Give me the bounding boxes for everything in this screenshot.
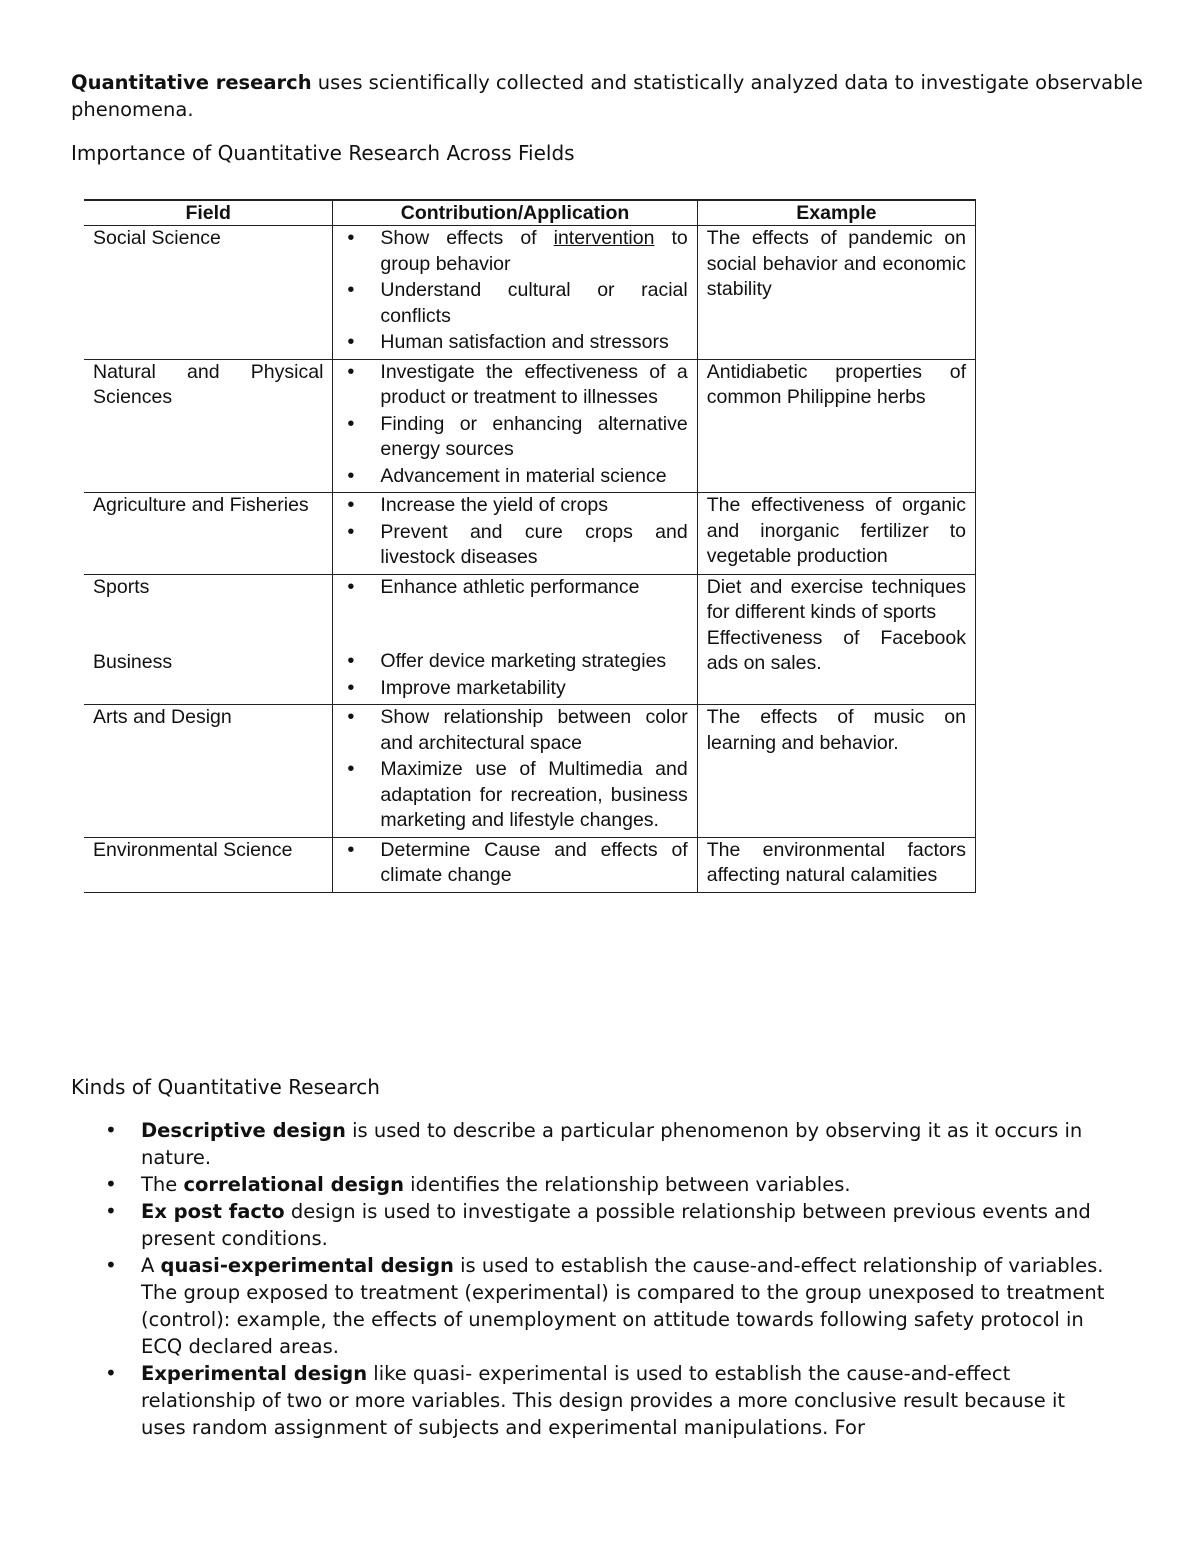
contribution-item: • Understand cultural or racial conflicts (342, 278, 687, 329)
field-text: Natural and Physical Sciences (93, 360, 324, 408)
kind-term: Descriptive design (141, 1119, 346, 1142)
table-header-row (84, 200, 976, 226)
contribution-item (342, 226, 687, 277)
contribution-item: • Advancement in material science (342, 464, 687, 490)
example-sports: Diet and exercise techniques for different kinds of sports (706, 575, 966, 623)
field-cell (84, 574, 333, 705)
kind-text: like quasi- experimental is used to establish the cause-and-effect relationship of two or more variables. This design provides a more conclusive result because it uses random assignment of subjects and experimental manipulations. For (141, 1362, 1066, 1439)
example-cell: The environmental factors affecting natural calamities (697, 837, 975, 892)
contribution-item: • Human satisfaction and stressors (342, 330, 687, 356)
table-row-sports-business (84, 574, 976, 705)
fields-table (84, 199, 976, 893)
contribution-item: • Determine Cause and effects of climate change (342, 838, 687, 889)
field-cell: Environmental Science (84, 837, 333, 892)
intervention-link[interactable]: intervention (553, 227, 655, 249)
intro-term: Quantitative research (71, 71, 312, 94)
contribution-item: • Maximize use of Multimedia and adaptation for recreation, business marketing and lifestyle changes. (342, 757, 687, 834)
kinds-heading: Kinds of Quantitative Research (71, 1075, 380, 1099)
kind-term: quasi-experimental design (160, 1254, 454, 1277)
field-cell (84, 359, 333, 493)
list-item (105, 1117, 1105, 1171)
list-item (105, 1198, 1105, 1252)
field-cell: Social Science (84, 226, 333, 360)
kind-text: design is used to investigate a possible relationship between previous events and present conditions. (141, 1200, 1091, 1250)
field-sports: Sports (93, 575, 150, 598)
intro-text: uses scientifically collected and statistically analyzed data to investigate observable phenomena. (71, 71, 1143, 121)
contribution-cell (333, 359, 697, 493)
list-item (105, 1360, 1105, 1441)
field-cell: Arts and Design (84, 705, 333, 838)
kind-text: is used to establish the cause-and-effect relationship of variables. The group exposed to treatment (experimental) is compared to the group unexposed to treatment (control): example, the effects of unemployment on attitude towards following safety protocol in ECQ declared areas. (141, 1254, 1105, 1358)
kind-term: Experimental design (141, 1362, 368, 1385)
kind-pre: The (141, 1173, 184, 1196)
contribution-cell (333, 574, 697, 705)
table-row-agriculture (84, 493, 976, 575)
kinds-list (105, 1117, 1105, 1441)
table-row-natural-sciences (84, 359, 976, 493)
header-example: Example (697, 200, 975, 226)
example-business: Effectiveness of Facebook ads on sales. (706, 626, 966, 674)
contribution-text: to group behavior (380, 227, 688, 275)
kind-text: is used to describe a particular phenomenon by observing it as it occurs in nature. (141, 1119, 1083, 1169)
example-cell: Antidiabetic properties of common Philippine herbs (697, 359, 975, 493)
contribution-item: • Show relationship between color and architectural space (342, 705, 687, 756)
table-row-environmental-science (84, 837, 976, 892)
field-business: Business (93, 651, 173, 673)
contribution-item: • Increase the yield of crops (342, 493, 687, 519)
table-row-social-science (84, 226, 976, 360)
table-heading: Importance of Quantitative Research Across Fields (71, 141, 575, 165)
list-item (105, 1171, 1105, 1198)
example-cell: The effectiveness of organic and inorganic fertilizer to vegetable production (697, 493, 975, 575)
table-row-arts-design (84, 705, 976, 838)
example-cell: The effects of music on learning and behavior. (697, 705, 975, 838)
contribution-cell (333, 837, 697, 892)
field-cell: Agriculture and Fisheries (84, 493, 333, 575)
contribution-text: Show effects of (380, 227, 554, 249)
contribution-item: • Finding or enhancing alternative energy sources (342, 412, 687, 463)
contribution-cell (333, 493, 697, 575)
contribution-item: • Enhance athletic performance (342, 575, 687, 601)
kind-term: Ex post facto (141, 1200, 285, 1223)
kind-text: identifies the relationship between variables. (403, 1173, 851, 1196)
list-item (105, 1252, 1105, 1360)
example-cell (697, 574, 975, 705)
intro-paragraph (71, 69, 1151, 123)
contribution-cell (333, 226, 697, 360)
header-contribution: Contribution/Application (333, 200, 697, 226)
kind-pre: A (141, 1254, 161, 1277)
example-cell: The effects of pandemic on social behavior and economic stability (697, 226, 975, 360)
header-field: Field (84, 200, 333, 226)
contribution-item: • Prevent and cure crops and livestock diseases (342, 520, 687, 571)
contribution-item: • Improve marketability (342, 676, 687, 702)
contribution-item: • Investigate the effectiveness of a product or treatment to illnesses (342, 360, 687, 411)
contribution-cell (333, 705, 697, 838)
contribution-item: • Offer device marketing strategies (342, 649, 687, 675)
kind-term: correlational design (183, 1173, 404, 1196)
